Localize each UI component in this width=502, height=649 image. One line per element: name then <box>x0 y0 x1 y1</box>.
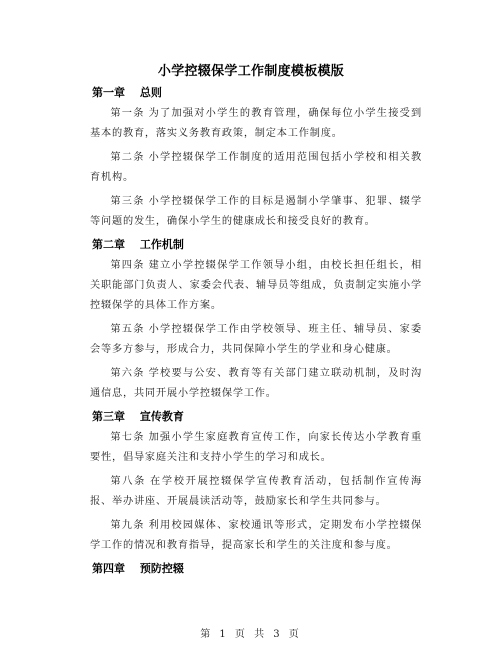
article-text: 建立小学控辍保学工作领导小组，由校长担任组长，相关职能部门负责人、家委会代表、辅导员等组成，负责制定实施小学控辍保学的具体工作方案。 <box>90 260 422 311</box>
article-number: 第一条 <box>110 108 145 119</box>
article-text: 利用校园媒体、家校通讯等形式，定期发布小学控辍保学工作的情况和教育指导，提高家长和学生的关注度和参与度。 <box>90 520 422 551</box>
article-text: 学校要与公安、教育等有关部门建立联动机制，及时沟通信息，共同开展小学控辍保学工作。 <box>90 368 422 399</box>
article-paragraph <box>90 472 422 512</box>
article-text: 小学控辍保学工作由学校领导、班主任、辅导员、家委会等多方参与，形成合力，共同保障小学生的学业和身心健康。 <box>90 324 422 355</box>
article-paragraph <box>90 256 422 316</box>
article-paragraph <box>90 104 422 144</box>
article-paragraph <box>90 192 422 232</box>
article-number: 第五条 <box>110 324 145 335</box>
chapter-heading: 第四章 预防控辍 <box>92 562 184 575</box>
article-text: 加强小学生家庭教育宣传工作，向家长传达小学教育重要性，倡导家庭关注和支持小学生的学习和成长。 <box>90 432 422 463</box>
article-paragraph <box>90 320 422 360</box>
chapter-heading: 第二章 工作机制 <box>92 238 184 251</box>
article-paragraph <box>90 148 422 188</box>
article-number: 第九条 <box>110 520 145 531</box>
article-paragraph <box>90 364 422 404</box>
article-text: 小学控辍保学工作的目标是遏制小学肇事、犯罪、辍学等问题的发生，确保小学生的健康成长和接受良好的教育。 <box>90 196 422 227</box>
article-paragraph <box>90 516 422 556</box>
article-text: 在学校开展控辍保学宣传教育活动，包括制作宣传海报、举办讲座、开展晨读活动等，鼓励家长和学生共同参与。 <box>90 476 422 507</box>
article-text: 小学控辍保学工作制度的适用范围包括小学校和相关教育机构。 <box>90 152 422 183</box>
article-number: 第三条 <box>110 196 145 207</box>
chapter-heading: 第三章 宣传教育 <box>92 410 184 423</box>
article-number: 第七条 <box>110 432 145 443</box>
article-number: 第六条 <box>110 368 145 379</box>
article-number: 第二条 <box>110 152 145 163</box>
article-paragraph <box>90 428 422 468</box>
article-number: 第八条 <box>110 476 146 487</box>
page-footer: 第 1 页 共 3 页 <box>200 629 302 640</box>
article-number: 第四条 <box>110 260 145 271</box>
article-text: 为了加强对小学生的教育管理，确保每位小学生接受到基本的教育，落实义务教育政策，制定本工作制度。 <box>90 108 422 139</box>
document-title: 小学控辍保学工作制度模板模版 <box>157 64 345 79</box>
chapter-heading: 第一章 总则 <box>92 86 162 99</box>
document-body <box>92 84 422 577</box>
